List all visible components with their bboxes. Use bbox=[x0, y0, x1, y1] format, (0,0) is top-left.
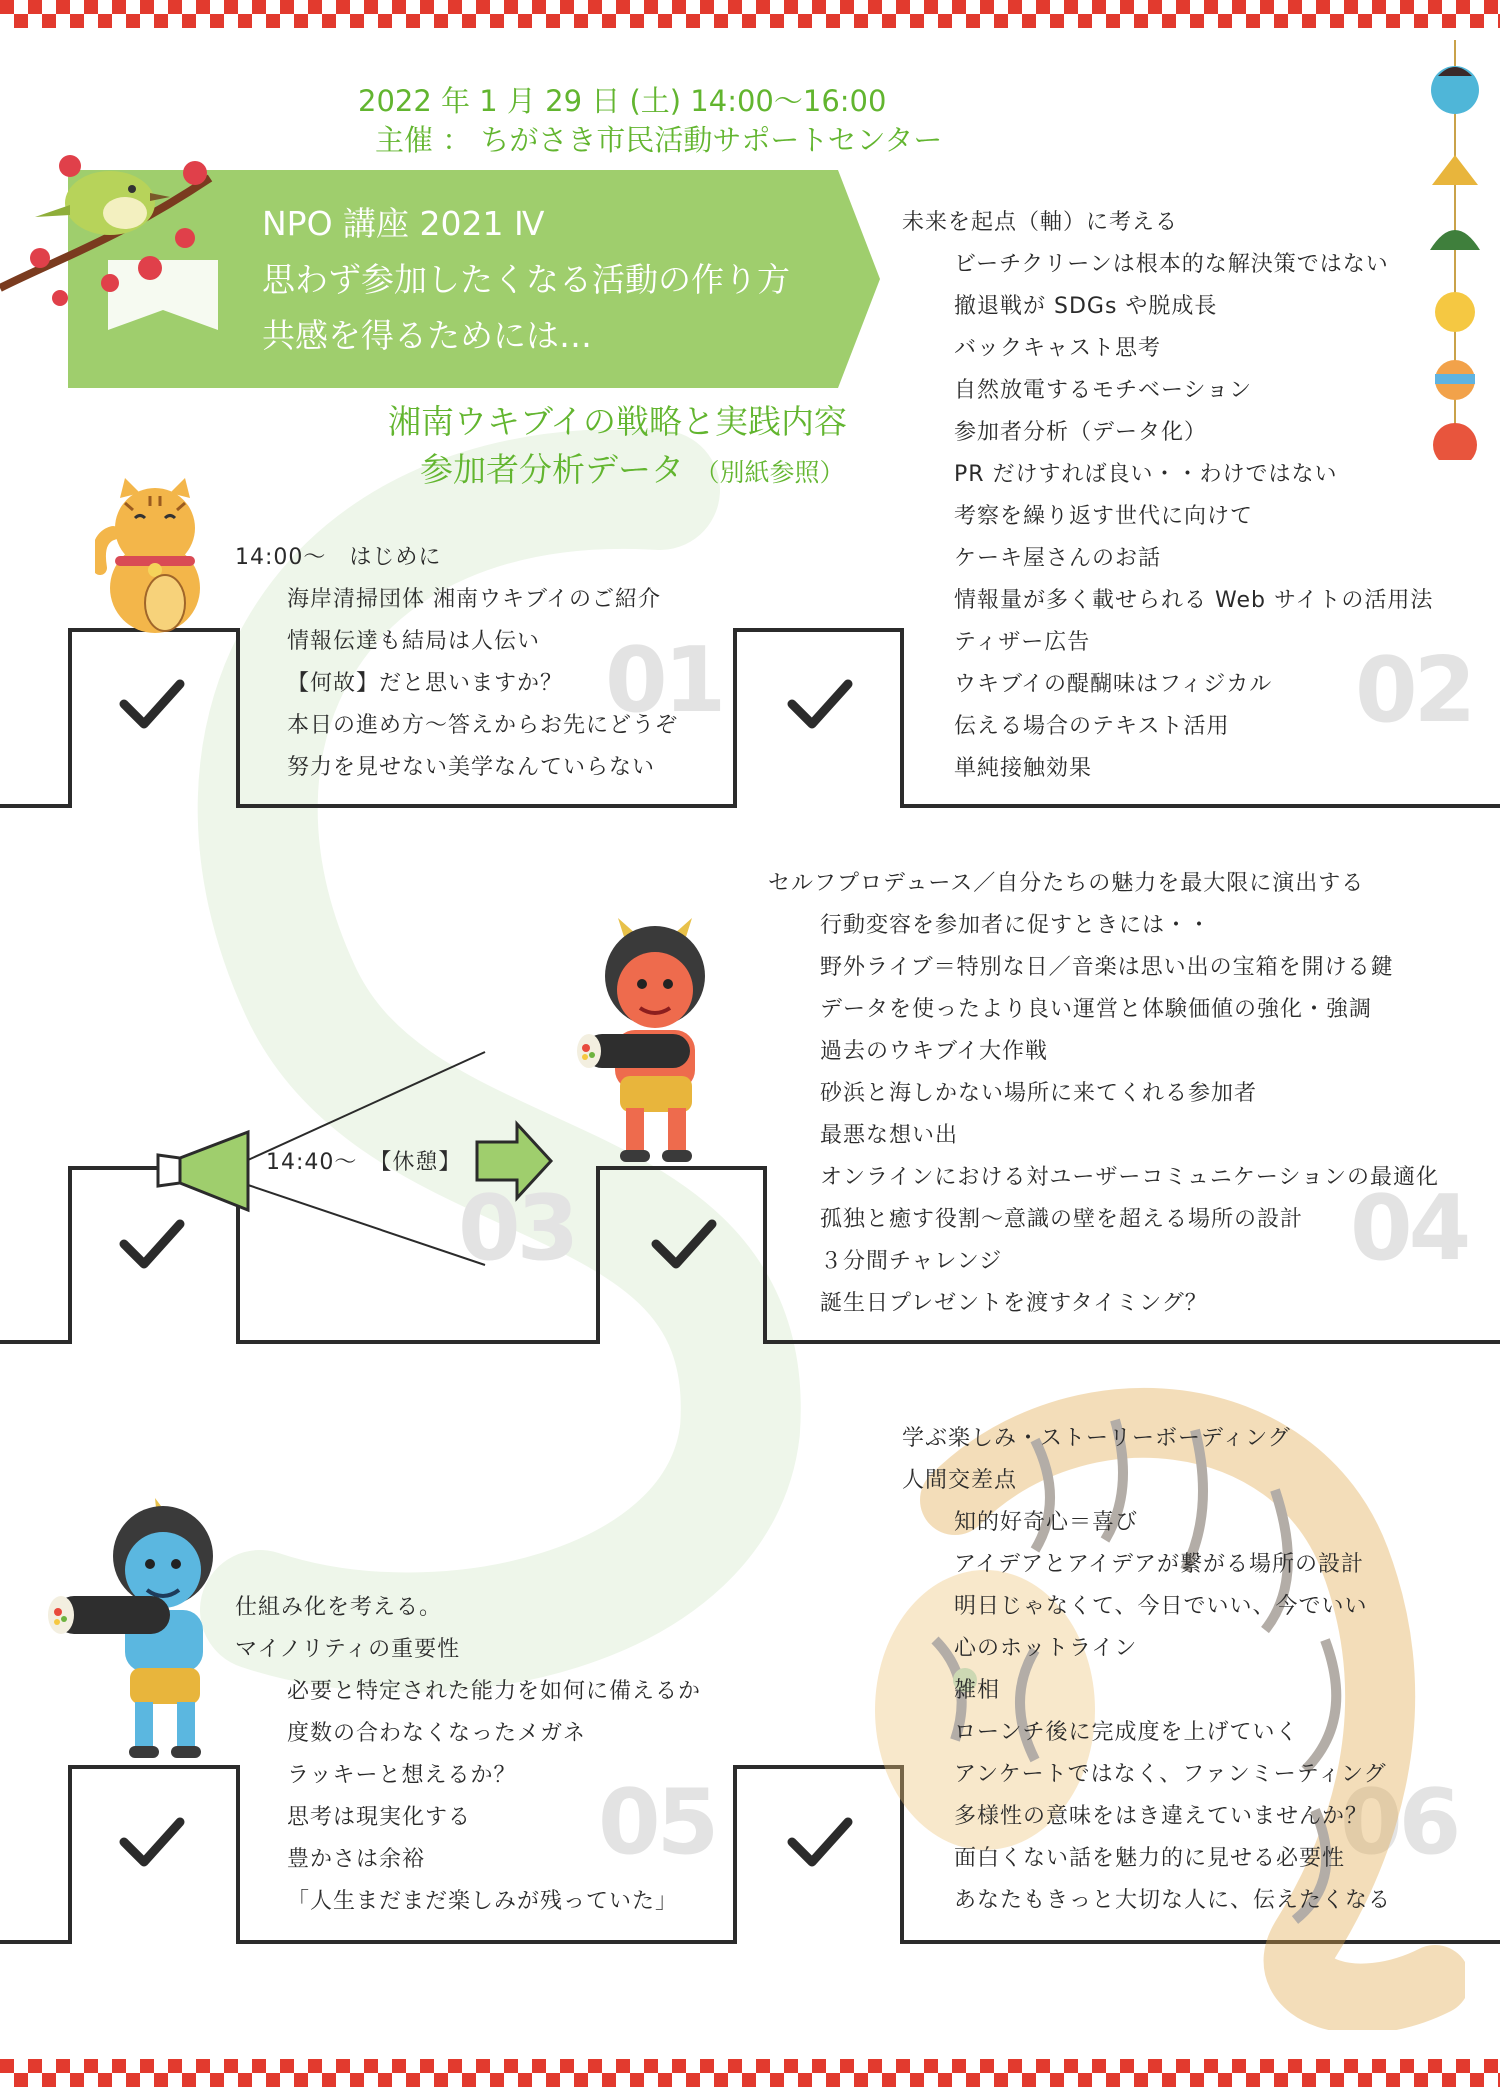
step-01-item: 情報伝達も結局は人伝い bbox=[287, 629, 541, 654]
step-05-heading: マイノリティの重要性 bbox=[235, 1637, 461, 1662]
step-04-heading: セルフプロデュース／自分たちの魅力を最大限に演出する bbox=[768, 871, 1365, 896]
step-06-item: 雑相 bbox=[954, 1678, 1001, 1703]
step-06-item: 多様性の意味をはき違えていませんか？ bbox=[954, 1804, 1369, 1829]
check-icon bbox=[650, 1216, 720, 1276]
step-04-item: オンラインにおける対ユーザーコミュニケーションの最適化 bbox=[820, 1165, 1440, 1190]
step-06-item: 心のホットライン bbox=[954, 1636, 1138, 1661]
step-04-item: ３分間チャレンジ bbox=[820, 1249, 1003, 1274]
step-number-04: 04 bbox=[1350, 1176, 1468, 1281]
step-06-item: アンケートではなく、ファンミーティング bbox=[954, 1762, 1387, 1787]
maneki-tiger-icon bbox=[95, 478, 215, 633]
step-06-item: ローンチ後に完成度を上げていく bbox=[954, 1720, 1299, 1745]
step-05-item: 必要と特定された能力を如何に備えるか bbox=[287, 1679, 702, 1704]
step-01-heading: 14:00～ はじめに bbox=[235, 545, 442, 570]
break-label: 14:40～ 【休憩】 bbox=[266, 1150, 462, 1175]
step-02-item: 情報量が多く載せられる Web サイトの活用法 bbox=[954, 588, 1434, 613]
step-04-list bbox=[768, 863, 1439, 1325]
check-icon bbox=[118, 1814, 188, 1874]
step-05-item: ラッキーと想えるか？ bbox=[287, 1763, 517, 1788]
ehomaki-icon bbox=[575, 1026, 695, 1076]
step-06-heading: 学ぶ楽しみ・ストーリーボーディング bbox=[902, 1426, 1291, 1451]
step-number-02: 02 bbox=[1355, 638, 1473, 743]
step-05-list bbox=[235, 1587, 701, 1923]
step-01-item: 【何故】だと思いますか？ bbox=[287, 671, 564, 696]
step-02-item: ケーキ屋さんのお話 bbox=[954, 546, 1162, 571]
step-04-item: 砂浜と海しかない場所に来てくれる参加者 bbox=[820, 1081, 1258, 1106]
step-01-item: 海岸清掃団体 湘南ウキブイのご紹介 bbox=[287, 587, 662, 612]
check-icon bbox=[118, 676, 188, 736]
step-02-item: バックキャスト思考 bbox=[954, 336, 1162, 361]
step-02-item: 撤退戦が SDGs や脱成長 bbox=[954, 294, 1218, 319]
step-05-item: 度数の合わなくなったメガネ bbox=[287, 1721, 587, 1746]
subtitle-note: （別紙参照） bbox=[694, 458, 845, 487]
step-02-item: 伝える場合のテキスト活用 bbox=[954, 714, 1230, 739]
step-06-item: 知的好奇心＝喜び bbox=[954, 1510, 1139, 1535]
step-02-item: 自然放電するモチベーション bbox=[954, 378, 1253, 403]
title-line-1: NPO 講座 2021 Ⅳ bbox=[262, 204, 545, 243]
step-03-list bbox=[266, 1142, 461, 1184]
step-02-heading: 未来を起点（軸）に考える bbox=[902, 210, 1179, 235]
step-04-item: 誕生日プレゼントを渡すタイミング？ bbox=[820, 1291, 1208, 1316]
step-05-heading: 仕組み化を考える。 bbox=[235, 1595, 443, 1620]
step-06-heading: 人間交差点 bbox=[902, 1468, 1018, 1493]
step-02-item: ティザー広告 bbox=[954, 630, 1091, 655]
step-number-06: 06 bbox=[1340, 1770, 1458, 1875]
title-line-3: 共感を得るためには… bbox=[262, 316, 592, 355]
step-02-item: 参加者分析（データ化） bbox=[954, 420, 1208, 445]
step-04-item: 野外ライブ＝特別な日／音楽は思い出の宝箱を開ける鍵 bbox=[820, 955, 1394, 980]
step-01-list bbox=[235, 537, 678, 789]
step-02-item: PR だけすれば良い・・わけではない bbox=[954, 462, 1338, 487]
step-02-item: 考察を繰り返す世代に向けて bbox=[954, 504, 1254, 529]
step-02-item: ウキブイの醍醐味はフィジカル bbox=[954, 672, 1273, 697]
event-date: 2022 年 1 月 29 日 (土) 14:00～16:00 bbox=[358, 84, 887, 118]
subtitle-line-1: 湘南ウキブイの戦略と実践内容 bbox=[388, 402, 848, 441]
ehomaki-icon bbox=[45, 1588, 175, 1644]
step-number-03: 03 bbox=[458, 1176, 576, 1281]
step-06-item: あなたもきっと大切な人に、伝えたくなる bbox=[954, 1888, 1392, 1913]
step-number-01: 01 bbox=[605, 628, 723, 733]
step-02-item: ビーチクリーンは根本的な解決策ではない bbox=[954, 252, 1389, 277]
step-01-item: 努力を見せない美学なんていらない bbox=[287, 755, 656, 780]
step-05-item: 豊かさは余裕 bbox=[287, 1847, 426, 1872]
step-06-item: 明日じゃなくて、今日でいい、今でいい bbox=[954, 1594, 1368, 1619]
step-number-05: 05 bbox=[598, 1770, 716, 1875]
check-icon bbox=[786, 676, 856, 736]
step-06-item: 面白くない話を魅力的に見せる必要性 bbox=[954, 1846, 1346, 1871]
step-04-item: データを使ったより良い運営と体験価値の強化・強調 bbox=[820, 997, 1373, 1022]
step-04-item: 最悪な想い出 bbox=[820, 1123, 959, 1148]
title-line-2: 思わず参加したくなる活動の作り方 bbox=[262, 260, 790, 299]
step-01-item: 本日の進め方～答えからお先にどうぞ bbox=[287, 713, 679, 738]
step-02-list bbox=[902, 202, 1433, 790]
step-06-list bbox=[902, 1418, 1391, 1922]
subtitle-line-2-text: 参加者分析データ bbox=[420, 450, 684, 489]
organizer: 主催 ： ちがさき市民活動サポートセンター bbox=[375, 123, 943, 157]
step-06-item: アイデアとアイデアが繋がる場所の設計 bbox=[954, 1552, 1365, 1577]
arrow-right-icon bbox=[475, 1120, 555, 1202]
step-05-item: 思考は現実化する bbox=[287, 1805, 472, 1830]
step-04-item: 行動変容を参加者に促すときには・・ bbox=[820, 913, 1212, 938]
step-02-item: 単純接触効果 bbox=[954, 756, 1093, 781]
step-04-item: 孤独と癒す役割～意識の壁を超える場所の設計 bbox=[820, 1207, 1304, 1232]
step-04-item: 過去のウキブイ大作戦 bbox=[820, 1039, 1049, 1064]
step-05-item: 「人生まだまだ楽しみが残っていた」 bbox=[287, 1889, 679, 1914]
